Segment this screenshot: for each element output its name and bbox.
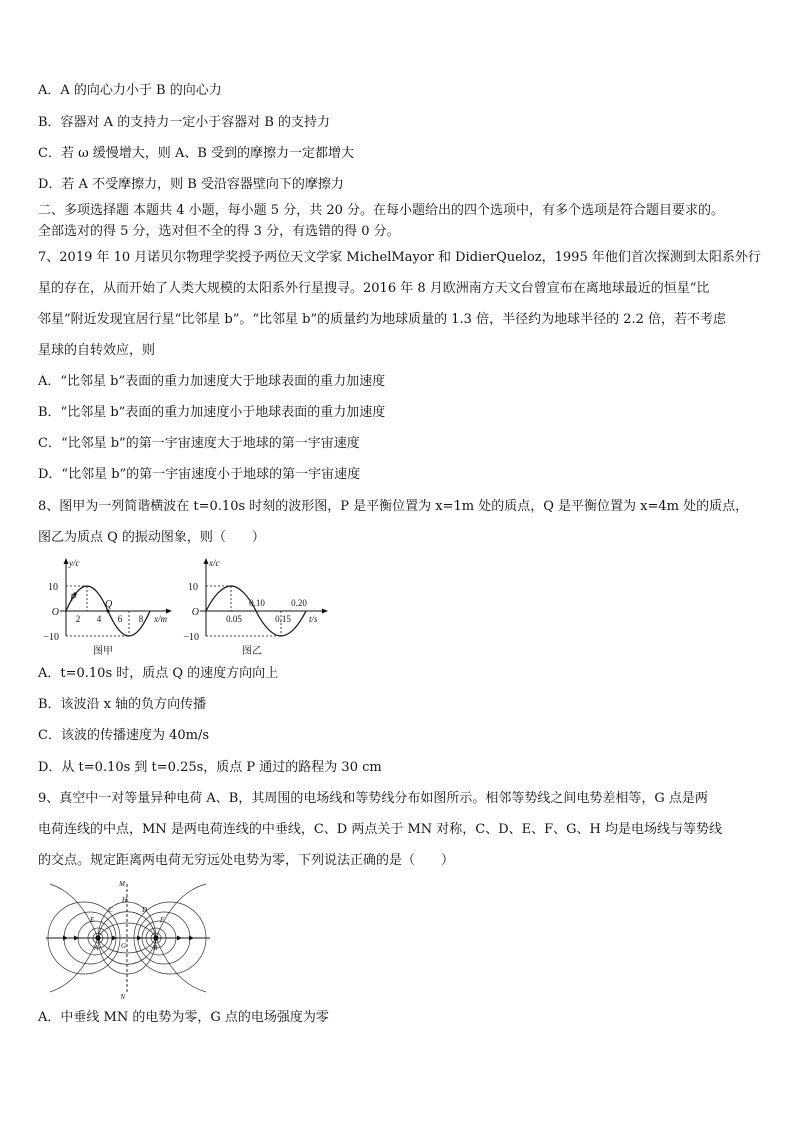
graph-b-tick: 0.15 (275, 614, 291, 624)
q9-option-a: A．中垂线 MN 的电势为零，G 点的电场强度为零 (38, 1010, 329, 1025)
label-n: N (120, 993, 125, 1000)
graph-a-tick: 2 (75, 614, 81, 624)
graph-a-ymax: 10 (48, 582, 58, 593)
label-b: B (153, 944, 158, 952)
label-h: H (122, 896, 128, 904)
q9-line-1: 9、真空中一对等量异种电荷 A、B，其周围的电场线和等势线分布如图所示。相邻等势线之间电势差相等，G 点是两 (38, 791, 708, 806)
q8-option-d: D．从 t=0.10s 到 t=0.25s，质点 P 通过的路程为 30 cm (38, 760, 382, 775)
label-d: D (142, 906, 148, 914)
label-a: A (94, 944, 99, 952)
label-g: G (121, 942, 127, 950)
graph-a-ymin: −10 (43, 632, 59, 643)
q8-option-c: C．该波的传播速度为 40m/s (38, 728, 209, 743)
graph-b-caption: 图乙 (242, 646, 262, 657)
q7-option-b: B．“比邻星 b”表面的重力加速度小于地球表面的重力加速度 (38, 405, 386, 420)
point-q-label: Q (105, 599, 113, 610)
graph-b-ylabel: x/c (209, 558, 220, 568)
wave-graph-jia (40, 556, 175, 658)
section-heading: 二、多项选择题 本题共 4 小题，每小题 5 分，共 20 分。在每小题给出的四个选项中，有多个选项是符合题目要求的。 (38, 203, 725, 218)
graph-a-tick: 8 (138, 614, 144, 624)
q7-option-d: D．“比邻星 b”的第一宇宙速度小于地球的第一宇宙速度 (38, 467, 361, 482)
label-f: F (160, 916, 165, 924)
section-scoring: 全部选对的得 5 分，选对但不全的得 3 分，有选错的得 0 分。 (38, 224, 400, 239)
graph-a-origin: O (51, 607, 59, 618)
q9-line-3: 的交点。规定距离两电荷无穷远处电势为零，下列说法正确的是（ ） (38, 853, 455, 868)
graph-b-origin: O (191, 607, 199, 618)
label-c: C (108, 906, 113, 914)
option-a-prev: A．A 的向心力小于 B 的向心力 (38, 83, 222, 98)
q7-line-4: 星球的自转效应，则 (38, 343, 156, 358)
q7-option-a: A．“比邻星 b”表面的重力加速度大于地球表面的重力加速度 (38, 374, 386, 389)
q7-option-c: C．“比邻星 b”的第一宇宙速度大于地球的第一宇宙速度 (38, 436, 360, 451)
option-b-prev: B．容器对 A 的支持力一定小于容器对 B 的支持力 (38, 115, 331, 130)
point-p-label: P (70, 593, 77, 604)
label-e: E (90, 916, 95, 924)
q7-line-2: 星的存在，从而开始了人类大规模的太阳系外行星搜寻。2016 年 8 月欧洲南方天文台曾宣布在离地球最近的恒星“比 (38, 281, 710, 296)
graph-b-xlabel: t/s (309, 614, 318, 624)
q8-line-2: 图乙为质点 Q 的振动图象，则（ ） (38, 530, 265, 545)
label-m: M (119, 880, 125, 888)
graph-a-xlabel: x/m (154, 614, 167, 624)
graph-b-tick: 0.05 (226, 614, 242, 624)
graph-a-caption: 图甲 (93, 646, 113, 657)
q8-line-1: 8、图甲为一列简谐横波在 t=0.10s 时刻的波形图，P 是平衡位置为 x=1m 处的质点，Q 是平衡位置为 x=4m 处的质点， (38, 499, 749, 514)
graph-a-ylabel: y/c (69, 558, 80, 568)
q8-option-b: B．该波沿 x 轴的负方向传播 (38, 697, 207, 712)
option-c-prev: C．若 ω 缓慢增大，则 A、B 受到的摩擦力一定都增大 (38, 146, 355, 161)
graph-b-tick: 0.20 (291, 598, 307, 608)
q7-line-3: 邻星”附近发现宜居行星“比邻星 b”。“比邻星 b”的质量约为地球质量的 1.3 倍，半径约为地球半径的 2.2 倍，若不考虑 (38, 312, 727, 327)
q8-option-a: A．t=0.10s 时，质点 Q 的速度方向向上 (38, 666, 279, 681)
q9-line-2: 电荷连线的中点，MN 是两电荷连线的中垂线，C、D 两点关于 MN 对称，C、D、E、F、G、H 均是电场线与等势线 (38, 822, 723, 837)
graph-a-tick: 6 (117, 614, 123, 624)
graph-b-ymin: −10 (183, 632, 199, 643)
graph-b-ymax: 10 (188, 582, 198, 593)
graph-b-tick: 0.10 (249, 598, 265, 608)
graph-a-tick: 4 (96, 614, 102, 624)
q7-line-1: 7、2019 年 10 月诺贝尔物理学奖授予两位天文学家 MichelMayor 和 DidierQueloz，1995 年他们首次探测到太阳系外行 (38, 250, 761, 265)
vibration-graph-yi (178, 556, 330, 658)
electric-field-figure (42, 878, 214, 1000)
option-d-prev: D．若 A 不受摩擦力，则 B 受沿容器壁向下的摩擦力 (38, 177, 344, 192)
